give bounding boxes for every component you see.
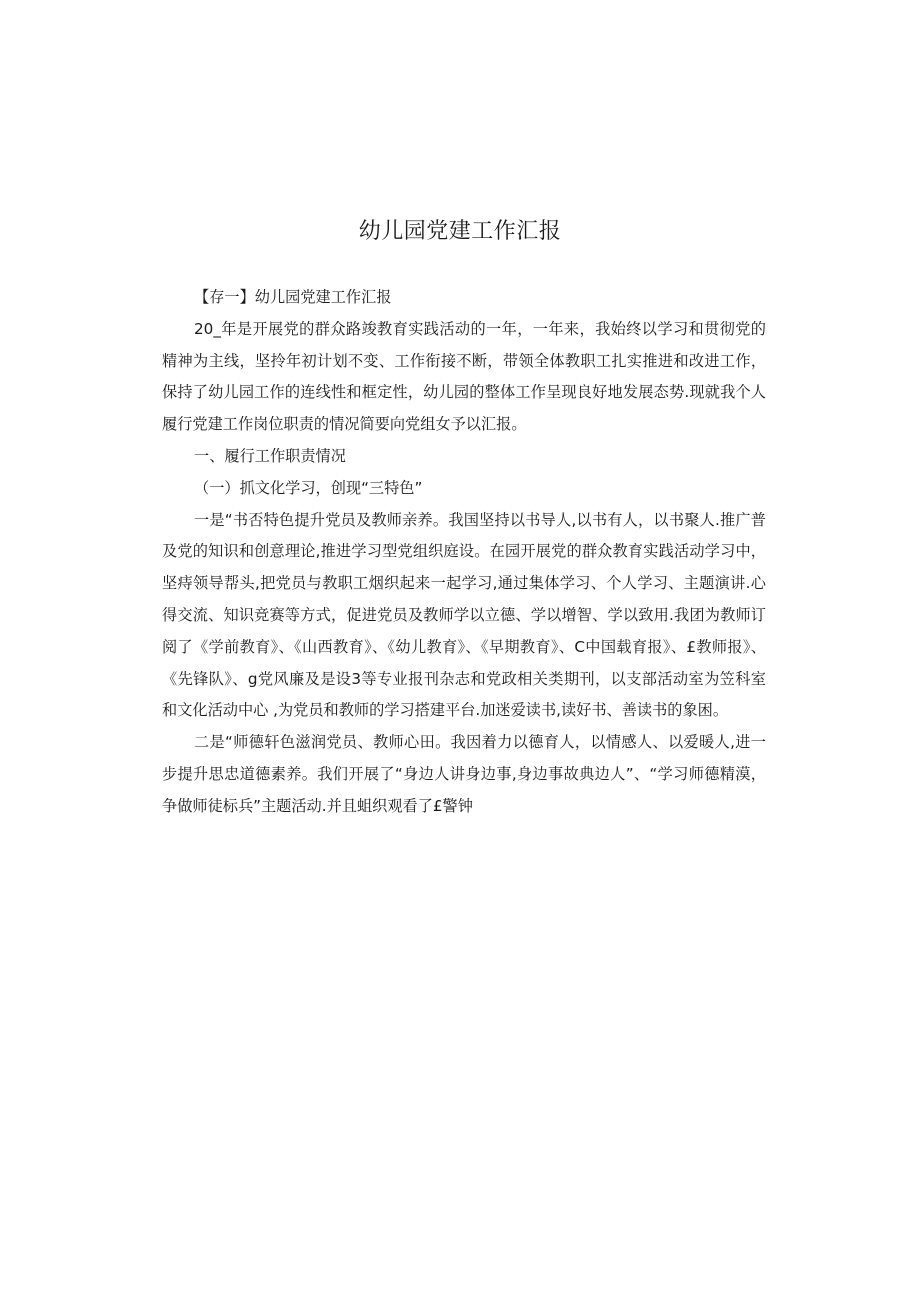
paragraph-first-point: 一是“书否特色提升党员及教师亲养。我国坚持以书导人,以书有人，以书聚人.推广普及党的知识和创意理论,推进学习型党组织庭设。在园开展党的群众教育实践活动学习中，坚痔领导帮头,把党员与教职工烟织起来一起学习,通过集体学习、个人学习、主题演讲.心得交流、知识竞赛等方式，促进党员及教师学以立德、学以增智、学以致用.我团为教师订阅了《学前教育》、《山西教育》、《幼儿教育》、《早期教育》、C中国载育报》、£教师报》、《先锋队》、g党风廉及是设3等专业报刊杂志和党政相关类期刊，以支部活动室为笠科室和文化活动中心 ,为党员和教师的学习搭建平台.加迷爱读书,读好书、善读书的象困。	[162, 510, 766, 720]
section-heading: 一、履行工作职责情况	[194, 446, 346, 465]
document-title: 幼儿园党建工作汇报	[358, 219, 562, 244]
paragraph-second-point: 二是“师德轩色滋润党员、教师心田。我因着力以德育人，以情感人、以爱暖人,进一步提升思忠道德素养。我们开展了“身边人讲身边事,身边事故典边人”、“学习师德精漠，争做师徒标兵”主题活动.并且蛆织观看了£警钟	[162, 733, 766, 815]
subsection-heading: （一）抓文化学习，创现“三特色”	[194, 478, 423, 497]
paragraph-intro: 20_年是开展党的群众路竣教育实践活动的一年，一年来，我始终以学习和贯彻党的精神为主线，坚拎年初计划不变、工作衔接不断，带领全体教职工扎实推进和改进工作，保持了幼儿园工作的连线性和框定性，幼儿园的整体工作呈现良好地发展态势.现就我个人履行党建工作岗位职责的情况简要向党组女予以汇报。	[162, 319, 766, 434]
paragraph-heading: 【存一】幼儿园党建工作汇报	[194, 288, 392, 306]
document-body	[162, 282, 766, 823]
